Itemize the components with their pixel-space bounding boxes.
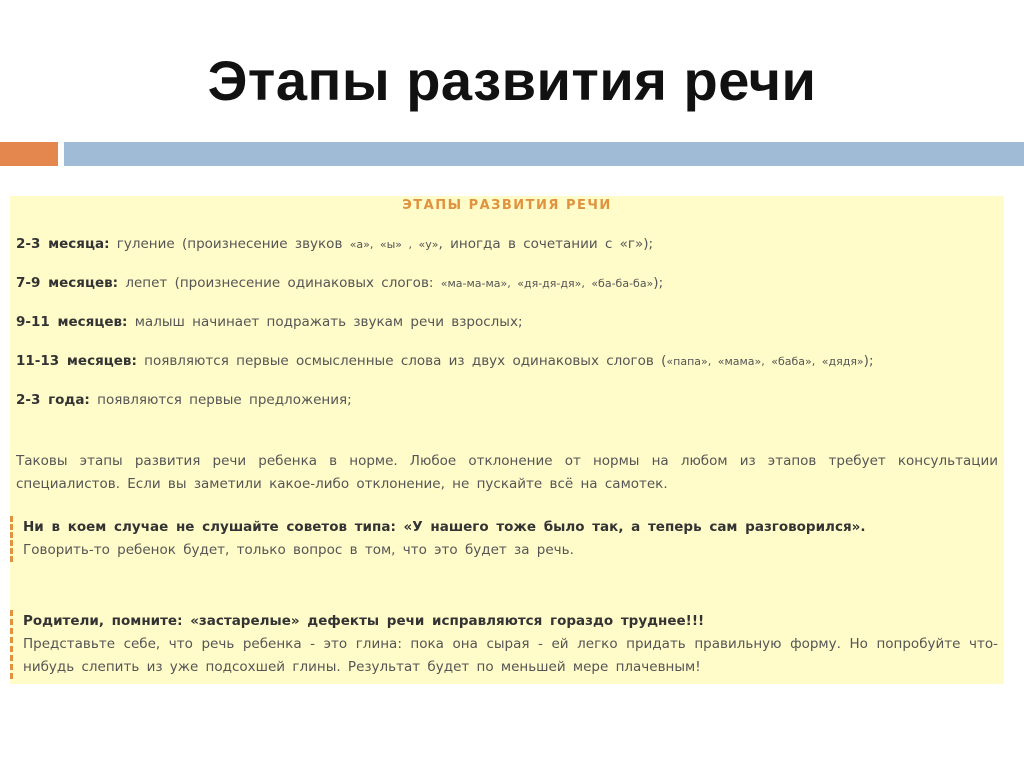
stage-text-end: ); <box>653 275 664 291</box>
stage-item <box>16 353 874 369</box>
warning-text: Говорить-то ребенок будет, только вопрос в том, что это будет за речь. <box>23 542 574 558</box>
stage-age: 2-3 месяца: <box>16 236 110 252</box>
stage-item <box>16 392 352 408</box>
stage-item <box>16 236 653 252</box>
warning-block <box>10 516 1004 562</box>
stage-text: малыш начинает подражать звукам речи взрослых; <box>127 314 523 330</box>
stage-examples: «ма-ма-ма», «дя-дя-дя», «ба-ба-ба» <box>440 277 654 290</box>
accent-bar-orange <box>0 142 58 166</box>
stage-text: лепет (произнесение одинаковых слогов: <box>118 275 441 291</box>
stage-text: появляются первые предложения; <box>89 392 352 408</box>
stage-text: гуление (произнесение звуков <box>109 236 350 252</box>
stage-text-end: ); <box>863 353 874 369</box>
summary-paragraph: Таковы этапы развития речи ребенка в норме. Любое отклонение от нормы на любом из этапов требует консультации специалистов. Если вы заметили какое-либо отклонение, не пускайте всё на самотек. <box>16 453 998 492</box>
content-panel <box>10 196 1004 684</box>
warning-text: Представьте себе, что речь ребенка - это глина: пока она сырая - ей легко придать правильную форму. Но попробуйте что-нибудь слепить из уже подсохшей глины. Результат будет по меньшей мере плачевным! <box>23 636 998 675</box>
stage-age: 9-11 месяцев: <box>16 314 128 330</box>
stage-age: 11-13 месяцев: <box>16 353 137 369</box>
stage-age: 7-9 месяцев: <box>16 275 119 291</box>
panel-heading: ЭТАПЫ РАЗВИТИЯ РЕЧИ <box>402 198 612 213</box>
stage-examples: «а», «ы» , «у» <box>349 238 439 251</box>
warning-title: Ни в коем случае не слушайте советов типа: «У нашего тоже было так, а теперь сам разговорился». <box>23 519 866 535</box>
stage-examples: «папа», «мама», «баба», «дядя» <box>666 355 864 368</box>
warning-title: Родители, помните: «застарелые» дефекты речи исправляются гораздо труднее!!! <box>23 613 705 629</box>
stage-text-end: , иногда в сочетании с «г»); <box>438 236 654 252</box>
accent-bar-blue <box>64 142 1024 166</box>
stage-item <box>16 275 663 291</box>
slide-title: Этапы развития речи <box>207 49 817 112</box>
stage-item <box>16 314 523 330</box>
warning-block <box>10 610 1004 679</box>
stage-text: появляются первые осмысленные слова из двух одинаковых слогов ( <box>136 353 667 369</box>
stage-age: 2-3 года: <box>16 392 90 408</box>
